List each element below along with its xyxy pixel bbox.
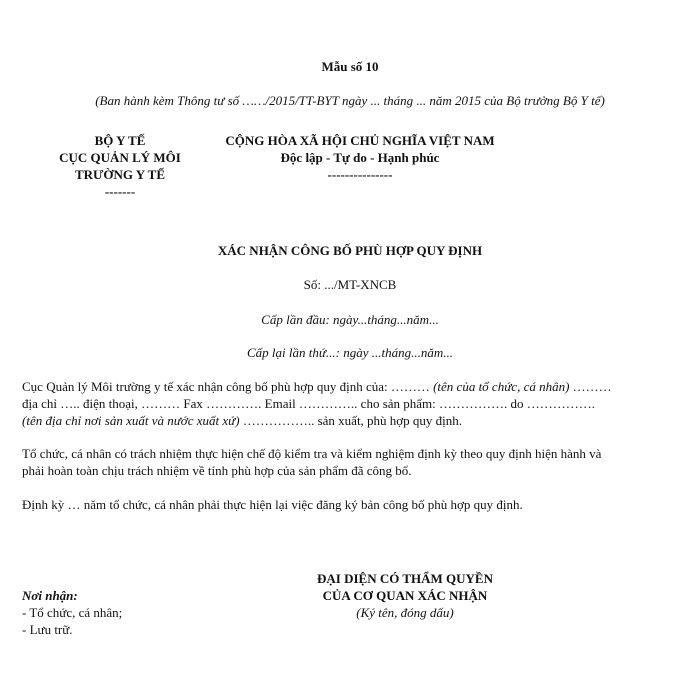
- renewal-paragraph: Định kỳ … năm tổ chức, cá nhân phải thực hiện lại việc đăng ký bản công bố phù hợp quy định.: [22, 497, 523, 512]
- recipients-heading: Nơi nhận:: [22, 588, 78, 603]
- recipient-item: - Tổ chức, cá nhân;: [22, 605, 123, 620]
- paragraph2-line2: phải hoàn toàn chịu trách nhiệm về tính phù hợp của sản phẩm đã công bố.: [22, 463, 412, 478]
- signatory-title-line1: ĐẠI DIỆN CÓ THẨM QUYỀN: [317, 571, 493, 586]
- document-title: XÁC NHẬN CÔNG BỐ PHÙ HỢP QUY ĐỊNH: [217, 243, 483, 258]
- applicant-name-placeholder: (tên của tổ chức, cá nhân): [433, 379, 570, 394]
- paragraph1-line1-tail: ………: [569, 379, 612, 394]
- national-separator: ---------------: [327, 167, 393, 182]
- reissue-date: Cấp lại lần thứ...: ngày ...tháng...năm...: [246, 345, 454, 360]
- national-header: [200, 132, 520, 183]
- recipients-block: [22, 587, 222, 638]
- ministry-name: BỘ Y TẾ: [94, 133, 146, 148]
- issued-note: (Ban hành kèm Thông tư số ……/2015/TT-BYT ngày ... tháng ... năm 2015 của Bộ trưởng Bộ Y tế): [95, 93, 605, 108]
- paragraph1-line1: [22, 378, 672, 395]
- responsibility-paragraph: [22, 445, 672, 479]
- confirmation-paragraph: [22, 378, 672, 429]
- department-name-line1: CỤC QUẢN LÝ MÔI: [59, 150, 181, 165]
- first-issue-date: Cấp lần đầu: ngày...tháng...năm...: [261, 312, 439, 327]
- signature-block: [250, 570, 560, 621]
- agency-header: [30, 132, 210, 200]
- origin-placeholder: (tên địa chỉ nơi sản xuất và nước xuất xứ): [22, 413, 240, 428]
- form-number: Mẫu số 10: [321, 59, 379, 74]
- recipient-item: - Lưu trữ.: [22, 622, 73, 637]
- country-name: CỘNG HÒA XÃ HỘI CHỦ NGHĨA VIỆT NAM: [225, 133, 495, 148]
- signatory-title-line2: CỦA CƠ QUAN XÁC NHẬN: [322, 588, 488, 603]
- paragraph1-line1-text: Cục Quản lý Môi trường y tế xác nhận công bố phù hợp quy định của: ………: [22, 379, 434, 394]
- paragraph1-line3-tail: …………….. sản xuất, phù hợp quy định.: [239, 413, 463, 428]
- agency-separator: -------: [104, 184, 136, 199]
- paragraph1-line2: địa chỉ ….. điện thoại, ……… Fax …………. Email ………….. cho sản phẩm: ……………. do …………….: [22, 396, 596, 411]
- department-name-line2: TRƯỜNG Y TẾ: [74, 167, 166, 182]
- paragraph2-line1: Tổ chức, cá nhân có trách nhiệm thực hiện chế độ kiểm tra và kiểm nghiệm định kỳ theo quy định hiện hành và: [22, 446, 602, 461]
- national-motto: Độc lập - Tự do - Hạnh phúc: [280, 150, 440, 165]
- document-number: Số: .../MT-XNCB: [303, 277, 397, 292]
- signature-instruction: (Ký tên, đóng dấu): [356, 605, 454, 620]
- paragraph1-line3: [22, 412, 672, 429]
